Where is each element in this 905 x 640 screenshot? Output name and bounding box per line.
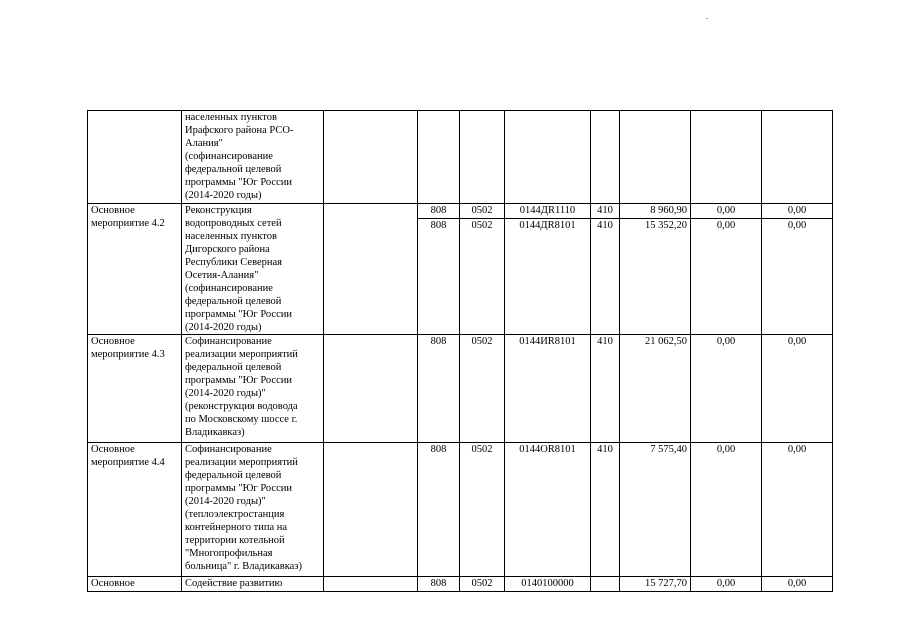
amount-cell (620, 111, 691, 204)
value-year3: 0,00 (787, 220, 807, 231)
amount-cell: 21 062,50 (620, 335, 691, 443)
value-year3-cell (762, 111, 833, 204)
value-year2-cell: 0,00 (691, 335, 762, 443)
rz-pr-cell (460, 111, 505, 204)
table-row (88, 111, 833, 204)
grbs-cell (418, 111, 460, 204)
grbs-cell (418, 204, 460, 335)
csr-cell: 0144ОR8101 (505, 443, 591, 577)
amount-cell (620, 204, 691, 335)
csr-cell (505, 204, 591, 335)
event-name-cell (88, 111, 182, 204)
value-year2-cell (691, 204, 762, 335)
table-row (88, 577, 833, 592)
csr-cell: 0140100000 (505, 577, 591, 592)
rz-pr-cell: 0502 (460, 335, 505, 443)
event-name-cell: Основное мероприятие 4.2 (88, 204, 182, 335)
vr-value: 410 (591, 204, 619, 219)
event-description-cell: Содействие развитию (182, 577, 324, 592)
budget-table (87, 110, 833, 592)
value-year3-cell (762, 204, 833, 335)
event-description-cell: Софинансирование реализации мероприятий федеральной целевой программы "Юг России (2014-2020 годы)" (теплоэлектростанция контейнерного типа на территории котельной "Многопрофильная больница" г. Владикавказ) (182, 443, 324, 577)
value-year2-cell: 0,00 (691, 577, 762, 592)
vr-cell (591, 111, 620, 204)
vr-cell (591, 204, 620, 335)
event-description-cell: Реконструкция водопроводных сетей населенных пунктов Дигорского района Республики Северная Осетия-Алания" (софинансирование федеральной целевой программы "Юг России (2014-2020 годы) (182, 204, 324, 335)
csr-value: 0144ДR1110 (505, 204, 590, 219)
table-row (88, 443, 833, 577)
scan-speck (706, 18, 708, 19)
grbs-cell: 808 (418, 577, 460, 592)
rz-pr-cell: 0502 (460, 577, 505, 592)
rz-pr-cell: 0502 (460, 443, 505, 577)
vr-cell: 410 (591, 335, 620, 443)
grbs-value: 808 (418, 204, 459, 219)
vr-value: 410 (597, 220, 613, 231)
event-name-cell: Основное (88, 577, 182, 592)
rz-pr-value: 0502 (460, 204, 504, 219)
executor-cell (324, 577, 418, 592)
value-year2: 0,00 (691, 204, 761, 219)
grbs-value: 808 (430, 220, 447, 231)
value-year2: 0,00 (716, 220, 736, 231)
amount-value: 8 960,90 (620, 204, 691, 219)
event-name-cell: Основное мероприятие 4.3 (88, 335, 182, 443)
grbs-cell: 808 (418, 335, 460, 443)
value-year2-cell (691, 111, 762, 204)
amount-cell: 7 575,40 (620, 443, 691, 577)
csr-cell (505, 111, 591, 204)
csr-cell: 0144ИR8101 (505, 335, 591, 443)
amount-value: 15 352,20 (645, 220, 687, 231)
table-row (88, 335, 833, 443)
rz-pr-value: 0502 (471, 220, 493, 231)
executor-cell (324, 204, 418, 335)
value-year3-cell: 0,00 (762, 443, 833, 577)
executor-cell (324, 335, 418, 443)
event-description-cell: населенных пунктов Ирафского района РСО- Алания" (софинансирование федеральной целевой программы "Юг России (2014-2020 годы) (182, 111, 324, 204)
amount-cell: 15 727,70 (620, 577, 691, 592)
grbs-cell: 808 (418, 443, 460, 577)
value-year3-cell: 0,00 (762, 577, 833, 592)
event-description-cell: Софинансирование реализации мероприятий федеральной целевой программы "Юг России (2014-2020 годы)" (реконструкция водовода по Московскому шоссе г. Владикавказ) (182, 335, 324, 443)
table-row (88, 204, 833, 335)
vr-cell (591, 577, 620, 592)
event-name-cell: Основное мероприятие 4.4 (88, 443, 182, 577)
value-year3: 0,00 (762, 204, 832, 219)
rz-pr-cell (460, 204, 505, 335)
value-year3-cell: 0,00 (762, 335, 833, 443)
executor-cell (324, 443, 418, 577)
csr-value: 0144ДR8101 (519, 220, 576, 231)
executor-cell (324, 111, 418, 204)
value-year2-cell: 0,00 (691, 443, 762, 577)
vr-cell: 410 (591, 443, 620, 577)
